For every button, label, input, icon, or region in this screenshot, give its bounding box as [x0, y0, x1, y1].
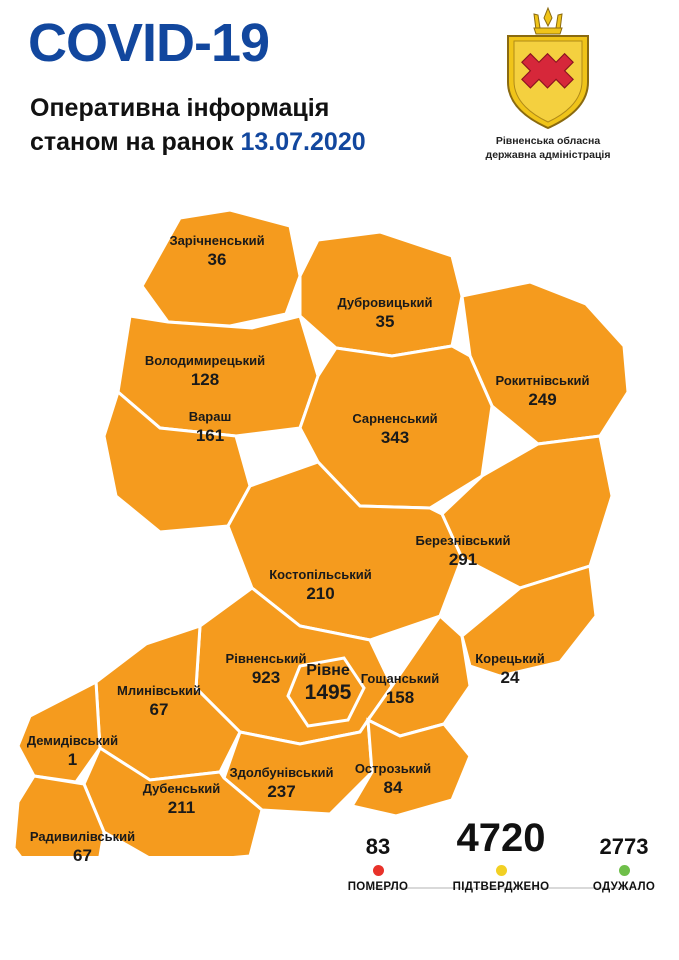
district-name: Костопільський	[269, 567, 372, 582]
district-name: Радивилівський	[29, 829, 136, 844]
confirmed-label: ПІДТВЕРДЖЕНО	[452, 881, 550, 893]
rivne-oblast-map[interactable]	[0, 196, 679, 865]
district-value: 67	[149, 699, 169, 719]
district-value: 36	[207, 249, 227, 269]
district-name: Вараш	[188, 409, 232, 424]
district-name: Володимирецький	[144, 353, 266, 368]
district-value: 211	[167, 797, 196, 817]
died-value: 83	[365, 834, 391, 859]
district-value: 210	[306, 583, 335, 603]
district-label-demydivskyi[interactable]	[0, 734, 145, 769]
district-name: Корецький	[475, 651, 545, 666]
district-label-bereznivskyi[interactable]	[368, 534, 558, 569]
district-name: Сарненський	[352, 411, 438, 426]
district-name: Острозький	[354, 761, 432, 776]
stat-recovered	[576, 836, 672, 893]
district-name: Здолбунівський	[229, 765, 334, 780]
district-value: 24	[500, 667, 520, 687]
recovered-value: 2773	[599, 834, 649, 859]
district-label-rokytnivskyi[interactable]	[455, 374, 630, 409]
district-name: Дубровицький	[337, 295, 433, 310]
district-name: Березнівський	[415, 533, 511, 548]
district-value: 923	[251, 667, 281, 687]
district-value: 1495	[304, 681, 352, 705]
died-label: ПОМЕРЛО	[347, 881, 409, 893]
district-label-sarnenskyi[interactable]	[310, 412, 480, 447]
emblem-caption-line1: Рівненська обласна	[495, 135, 601, 147]
confirmed-value: 4720	[456, 816, 546, 860]
district-name: Гощанський	[360, 671, 440, 686]
district-name: Рокитнівський	[495, 373, 590, 388]
district-value: 84	[383, 777, 403, 797]
subtitle-line1: Оперативна інформація	[30, 94, 330, 122]
district-name: Дубенський	[142, 781, 221, 796]
coat-of-arms-icon	[500, 6, 596, 130]
district-value: 1	[67, 749, 78, 769]
summary-legend	[330, 818, 670, 933]
district-name: Демидівський	[26, 733, 119, 748]
red-dot-icon	[373, 865, 384, 876]
district-name: Рівне	[306, 662, 350, 679]
district-name: Млинівський	[117, 683, 201, 698]
district-label-zarichnenskyi[interactable]	[132, 234, 302, 269]
district-value: 343	[380, 427, 410, 447]
district-value: 291	[448, 549, 478, 569]
subtitle	[30, 92, 450, 160]
yellow-dot-icon	[496, 865, 507, 876]
subtitle-line2: станом на ранок	[30, 127, 234, 156]
report-date: 13.07.2020	[240, 127, 366, 156]
district-value: 35	[375, 311, 395, 331]
district-value: 128	[190, 369, 220, 389]
district-value: 237	[267, 781, 296, 801]
district-label-volodymyretskyi[interactable]	[110, 354, 300, 389]
district-label-koretskyi[interactable]	[440, 652, 580, 687]
district-value: 249	[528, 389, 557, 409]
district-name: Рівненський	[225, 651, 307, 666]
recovered-label: ОДУЖАЛО	[592, 881, 656, 893]
district-label-dubrovytskyi[interactable]	[300, 296, 470, 331]
district-name: Зарічненський	[169, 233, 265, 248]
stat-died	[330, 836, 426, 893]
district-label-ostrozkyi[interactable]	[318, 762, 468, 797]
district-value: 161	[195, 425, 225, 445]
emblem-block	[453, 6, 643, 162]
district-value: 67	[73, 845, 92, 865]
green-dot-icon	[619, 865, 630, 876]
emblem-caption	[453, 134, 643, 162]
header	[0, 0, 679, 200]
district-label-dubenskyi[interactable]	[104, 782, 259, 817]
district-label-radyvylivskyi[interactable]	[0, 830, 165, 865]
district-value: 158	[385, 687, 415, 707]
district-label-varash[interactable]	[130, 410, 290, 445]
district-label-mlynivskyi[interactable]	[84, 684, 234, 719]
stat-confirmed	[426, 818, 576, 893]
page-title: COVID-19	[28, 13, 270, 73]
district-label-kostopilskyi[interactable]	[228, 568, 413, 603]
emblem-caption-line2: державна адміністрація	[485, 149, 611, 162]
